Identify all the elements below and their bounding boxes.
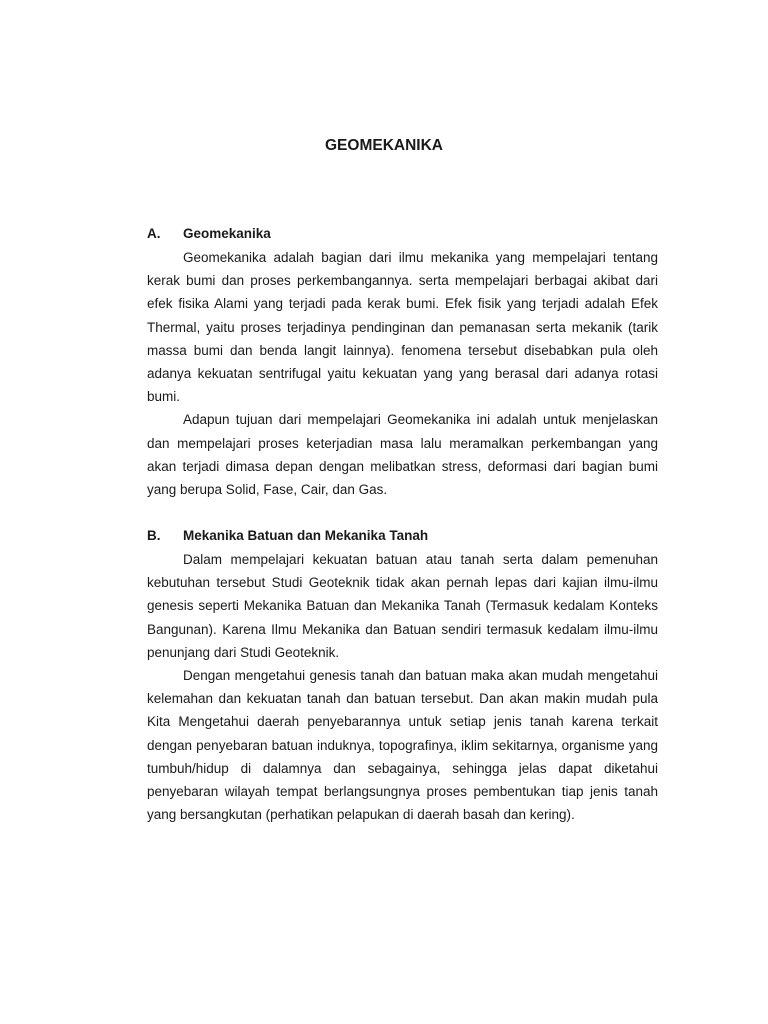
section-a: [147, 222, 658, 501]
paragraph: Adapun tujuan dari mempelajari Geomekanika ini adalah untuk menjelaskan dan mempelajari proses keterjadian masa lalu meramalkan perkembangan yang akan terjadi dimasa depan dengan melibatkan stress, deformasi dari bagian bumi yang berupa Solid, Fase, Cair, dan Gas.: [147, 412, 658, 498]
section-heading: [147, 222, 658, 246]
paragraph: Dalam mempelajari kekuatan batuan atau tanah serta dalam pemenuhan kebutuhan tersebut Studi Geoteknik tidak akan pernah lepas dari kajian ilmu-ilmu genesis seperti Mekanika Batuan dan Mekanika Tanah (Termasuk kedalam Konteks Bangunan). Karena Ilmu Mekanika dan Batuan sendiri termasuk kedalam ilmu-ilmu penunjang dari Studi Geoteknik.: [147, 552, 658, 660]
section-title: Geomekanika: [183, 226, 271, 241]
section-letter: B.: [147, 528, 161, 543]
section-letter: A.: [147, 226, 161, 241]
paragraph: Dengan mengetahui genesis tanah dan batuan maka akan mudah mengetahui kelemahan dan kekuatan tanah dan batuan tersebut. Dan akan makin mudah pula Kita Mengetahui daerah penyebarannya untuk setiap jenis tanah karena terkait dengan penyebaran batuan induknya, topografinya, iklim sekitarnya, organisme yang tumbuh/hidup di dalamnya dan sebagainya, sehingga jelas dapat diketahui penyebaran wilayah tempat berlangsungnya proses pembentukan tiap jenis tanah yang bersangkutan (perhatikan pelapukan di daerah basah dan kering).: [147, 668, 658, 823]
section-b: [147, 524, 658, 826]
section-title: Mekanika Batuan dan Mekanika Tanah: [183, 528, 429, 543]
paragraph: Geomekanika adalah bagian dari ilmu mekanika yang mempelajari tentang kerak bumi dan proses perkembangannya. serta mempelajari berbagai akibat dari efek fisika Alami yang terjadi pada kerak bumi. Efek fisik yang terjadi adalah Efek Thermal, yaitu proses terjadinya pendinginan dan pemanasan serta mekanik (tarik massa bumi dan benda langit lainnya). fenomena tersebut disebabkan pula oleh adanya kekuatan sentrifugal yaitu kekuatan yang yang berasal dari adanya rotasi bumi.: [147, 250, 658, 405]
document-title: GEOMEKANIKA: [325, 137, 443, 154]
section-heading: [147, 524, 658, 548]
